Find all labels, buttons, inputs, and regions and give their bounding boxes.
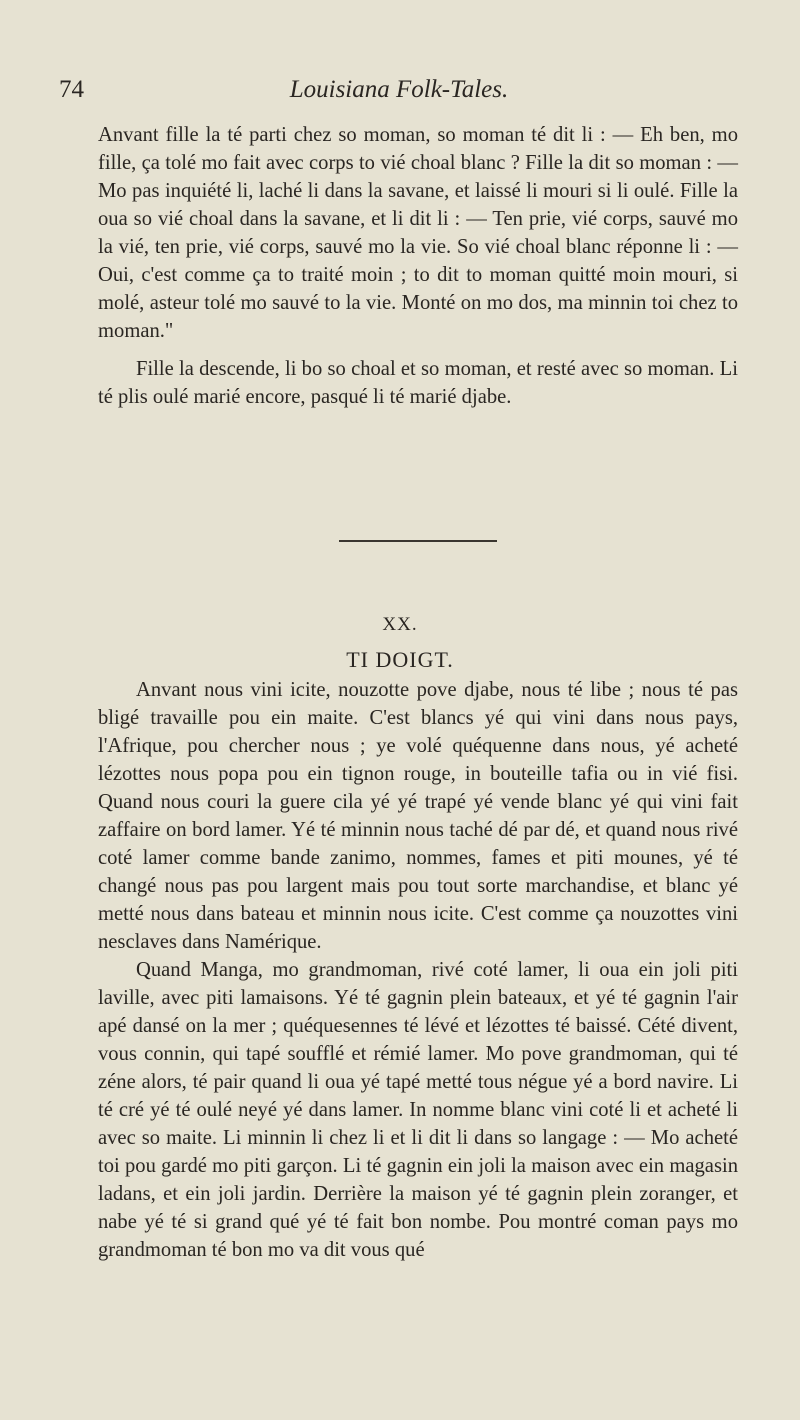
paragraph-chapter-opening: Anvant nous vini icite, nouzotte pove djabe, nous té libe ; nous té pas bligé travaille pou ein maite. C'est blancs yé qui vini dans nous pays, l'Afrique, pou chercher nous ; ye volé quéquenne dans nous, yé acheté lézottes nous popa pou ein tignon rouge, in bouteille tafia ou in vié fisi. Quand nous couri la guere cila yé yé trapé yé vende blanc yé qui vini fait zaffaire on bord lamer. Yé té minnin nous taché dé par dé, et quand nous rivé coté lamer comme bande zanimo, nommes, fames et piti mounes, yé té changé nous pas pou largent mais pou tout sorte marchandise, et blanc yé metté nous dans bateau et minnin nous icite. C'est comme ça nouzottes vini nesclaves dans Namérique. bbox=[98, 679, 738, 953]
page-number: 74 bbox=[59, 76, 84, 103]
chapter-number: XX. bbox=[382, 614, 418, 635]
running-title: Louisiana Folk-Tales. bbox=[289, 76, 509, 103]
page-header bbox=[59, 76, 739, 110]
paragraph-manga-story: Quand Manga, mo grandmoman, rivé coté lamer, li oua ein joli piti laville, avec piti lamaisons. Yé té gagnin plein bateaux, et yé té gagnin l'air apé dansé on la mer ; quéquesennes té lévé et lézottes té baissé. Cété divent, vous connin, qui tapé soufflé et rémié lamer. Mo pove grandmoman, qui té zéne alors, té pair quand li oua yé tapé metté tous négue yé a bord navire. Li té cré yé té oulé neyé yé dans lamer. In nomme blanc vini coté li et acheté li avec so maite. Li minnin li chez li et li dit li dans so langage : — Mo acheté toi pou gardé mo piti garçon. Li té gagnin ein joli la maison avec ein magasin ladans, et ein joli jardin. Derrière la maison yé té gagnin plein zoranger, et nabe yé té si grand qué yé té fait bon nombe. Pou montré coman pays mo grandmoman té bon mo va dit vous qué bbox=[98, 959, 738, 1261]
paragraph-story-ending: Anvant fille la té parti chez so moman, so moman té dit li : — Eh ben, mo fille, ça tolé mo fait avec corps to vié choal blanc ? Fille la dit so moman : — Mo pas inquiété li, laché li dans la savane, et laissé li mouri si li oulé. Fille la oua so vié choal dans la savane, et li dit li : — Ten prie, vié corps, sauvé mo la vié, ten prie, vié corps, sauvé mo la vie. So vié choal blanc réponne li : — Oui, c'est comme ça to traité moin ; to dit to moman quitté moin mouri, si molé, asteur tolé mo sauvé to la vie. Monté on mo dos, ma minnin toi chez to moman." bbox=[98, 124, 738, 342]
chapter-title: TI DOIGT. bbox=[346, 647, 454, 672]
paragraph-story-conclusion: Fille la descende, li bo so choal et so moman, et resté avec so moman. Li té plis oulé marié encore, pasqué li té marié djabe. bbox=[98, 358, 738, 408]
section-divider bbox=[339, 540, 497, 542]
